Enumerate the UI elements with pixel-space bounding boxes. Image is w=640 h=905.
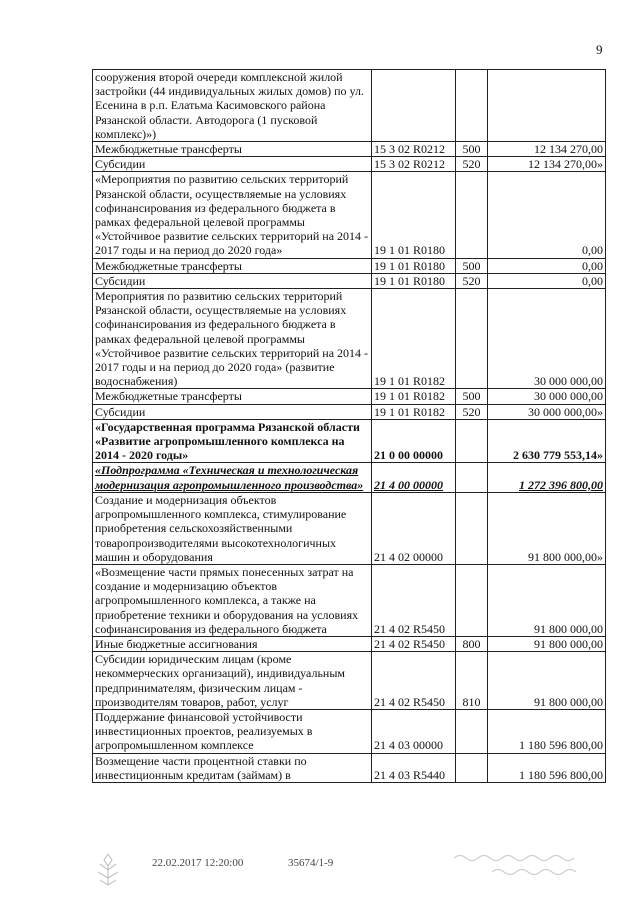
row-amount: 12 134 270,00» xyxy=(528,157,603,172)
row-amount: 0,00 xyxy=(582,273,603,288)
table-row xyxy=(93,463,606,492)
row-amount: 91 800 000,00» xyxy=(528,549,603,564)
row-name: «Возмещение части прямых понесенных затрат на создание и модернизацию объектов агропромышленного комплекса, а также на приобретение техники и оборудования на условиях софинансирования из федерального бюджета xyxy=(95,564,359,636)
footer-datetime: 22.02.2017 12:20:00 xyxy=(152,857,244,869)
row-vr: 520 xyxy=(462,404,481,419)
table-row xyxy=(93,564,606,636)
row-code: 21 4 03 00000 xyxy=(374,738,443,753)
row-amount: 91 800 000,00 xyxy=(534,694,603,709)
row-amount: 0,00 xyxy=(582,243,603,258)
row-name: «Мероприятия по развитию сельских территорий Рязанской области, осуществляемые на условиях софинансирования из федерального бюджета в рамках федеральной целевой программы «Устойчивое развитие сельских территорий на 2014 - 2017 годы и на период до 2020 года» xyxy=(95,172,369,258)
table-row xyxy=(93,70,606,142)
row-code: 21 4 02 R5450 xyxy=(374,694,446,709)
row-amount: 12 134 270,00 xyxy=(534,142,603,157)
row-name: Субсидии xyxy=(95,273,146,288)
table-row xyxy=(93,389,606,404)
row-code: 21 4 02 R5450 xyxy=(374,621,446,636)
footer-doc-number: 35674/1-9 xyxy=(288,857,334,869)
row-amount: 91 800 000,00 xyxy=(534,621,603,636)
row-name: Возмещение части процентной ставки по инвестиционным кредитам (займам) в xyxy=(95,753,307,782)
row-name: Иные бюджетные ассигнования xyxy=(95,636,258,651)
row-code: 19 1 01 R0180 xyxy=(374,273,446,288)
ornament-logo xyxy=(94,850,122,888)
row-vr: 800 xyxy=(462,636,481,651)
row-vr: 500 xyxy=(462,258,481,273)
row-code: 21 0 00 00000 xyxy=(374,448,443,463)
row-code: 21 4 02 R5450 xyxy=(374,636,446,651)
row-name: сооружения второй очереди комплексной жилой застройки (44 индивидуальных жилых домов) по ул. Есенина в р.п. Елатьма Касимовского района Рязанской области. Автодорога (1 пусковой комплекс)») xyxy=(95,70,365,141)
budget-table xyxy=(92,69,606,783)
row-name: Мероприятия по развитию сельских территорий Рязанской области, осуществляемые на условиях софинансирования из федерального бюджета в рамках федеральной целевой программы «Устойчивое развитие сельских территорий на 2014 - 2017 годы и на период до 2020 года» (развитие водоснабжения) xyxy=(95,289,369,389)
row-name: «Подпрограмма «Техническая и технологическая модернизация агропромышленного производства» xyxy=(95,463,364,492)
table-row xyxy=(93,157,606,172)
row-name: Межбюджетные трансферты xyxy=(95,258,242,273)
row-vr: 500 xyxy=(462,142,481,157)
row-amount: 0,00 xyxy=(582,258,603,273)
row-amount: 30 000 000,00 xyxy=(534,389,603,404)
table-row xyxy=(93,753,606,782)
row-name: Субсидии юридическим лицам (кроме некоммерческих организаций), индивидуальным предпринимателям, физическим лицам - производителям товаров, работ, услуг xyxy=(95,652,345,709)
table-row xyxy=(93,709,606,753)
row-amount: 91 800 000,00 xyxy=(534,636,603,651)
row-name: Поддержание финансовой устойчивости инвестиционных проектов, реализуемых в агропромышленном комплексе xyxy=(95,709,313,753)
row-vr: 500 xyxy=(462,389,481,404)
table-row xyxy=(93,636,606,651)
table-row xyxy=(93,492,606,564)
row-code: 19 1 01 R0180 xyxy=(374,258,446,273)
row-code: 19 1 01 R0180 xyxy=(374,243,446,258)
table-row xyxy=(93,142,606,157)
table-row xyxy=(93,404,606,419)
row-code: 21 4 00 00000 xyxy=(374,477,443,492)
row-name: Межбюджетные трансферты xyxy=(95,389,242,404)
row-amount: 1 180 596 800,00 xyxy=(519,738,603,753)
row-code: 21 4 02 00000 xyxy=(374,549,443,564)
row-name: «Государственная программа Рязанской области «Развитие агропромышленного комплекса на 2014 - 2020 годы» xyxy=(95,419,360,463)
row-code: 19 1 01 R0182 xyxy=(374,389,446,404)
row-vr: 520 xyxy=(462,273,481,288)
row-vr: 810 xyxy=(462,694,481,709)
row-name: Субсидии xyxy=(95,404,146,419)
row-code: 19 1 01 R0182 xyxy=(374,374,446,389)
row-amount: 1 180 596 800,00 xyxy=(519,767,603,782)
row-amount: 30 000 000,00 xyxy=(534,374,603,389)
row-vr: 520 xyxy=(462,157,481,172)
table-row xyxy=(93,289,606,389)
row-code: 15 3 02 R0212 xyxy=(374,157,446,172)
row-name: Межбюджетные трансферты xyxy=(95,142,242,157)
table-row xyxy=(93,172,606,258)
table-row xyxy=(93,258,606,273)
table-row xyxy=(93,652,606,710)
row-name: Субсидии xyxy=(95,157,146,172)
table-row xyxy=(93,273,606,288)
row-amount: 1 272 396 800,00 xyxy=(519,477,603,492)
registration-stamp xyxy=(452,848,584,878)
row-code: 19 1 01 R0182 xyxy=(374,404,446,419)
row-name: Создание и модернизация объектов агропромышленного комплекса, стимулирование приобретения сельскохозяйственными товаропроизводителями высокотехнологичных машин и оборудования xyxy=(95,492,347,564)
row-amount: 2 630 779 553,14» xyxy=(513,448,603,463)
page-number: 9 xyxy=(596,42,603,57)
row-code: 15 3 02 R0212 xyxy=(374,142,446,157)
table-row xyxy=(93,419,606,463)
row-code: 21 4 03 R5440 xyxy=(374,767,446,782)
row-amount: 30 000 000,00» xyxy=(528,404,603,419)
